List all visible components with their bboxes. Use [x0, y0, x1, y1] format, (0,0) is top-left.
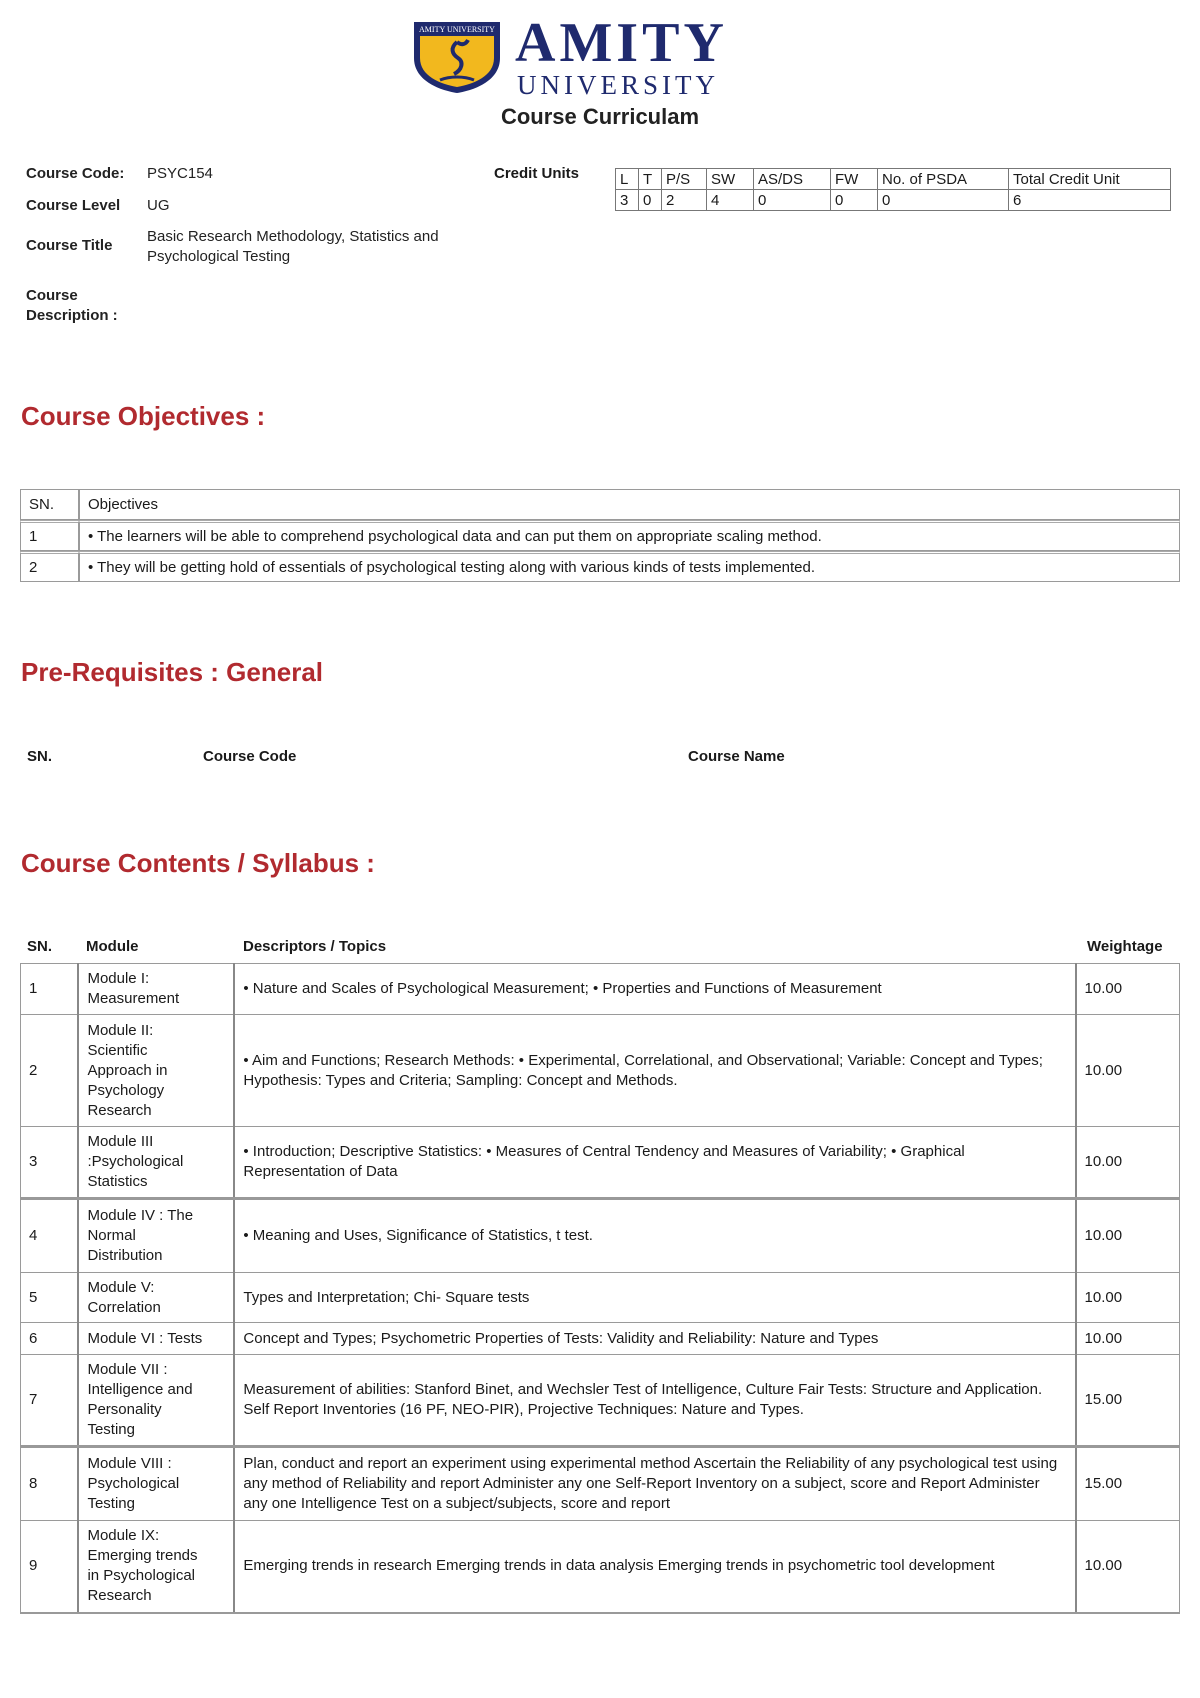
prerequisites-col-code: Course Code — [203, 748, 297, 765]
credit-value-cell: 2 — [662, 190, 707, 211]
course-code-value: PSYC154 — [147, 165, 213, 182]
course-objectives-heading: Course Objectives : — [21, 401, 266, 431]
syllabus-sn: 6 — [21, 1323, 79, 1355]
course-level-value: UG — [147, 197, 170, 214]
table-row — [20, 551, 1180, 582]
course-title-label: Course Title — [26, 237, 113, 254]
objectives-table — [20, 489, 1180, 582]
table-row — [21, 1447, 1180, 1521]
credit-value-cell: 0 — [639, 190, 662, 211]
syllabus-weightage: 10.00 — [1076, 1127, 1180, 1199]
document-title: Course Curriculam — [500, 104, 700, 129]
course-description-label: Course Description : — [26, 287, 118, 324]
syllabus-module: Module III :Psychological Statistics — [78, 1127, 234, 1199]
syllabus-weightage: 10.00 — [1076, 964, 1180, 1015]
shield-text: AMITY UNIVERSITY — [419, 25, 495, 34]
syllabus-weightage: 15.00 — [1076, 1447, 1180, 1521]
syllabus-descriptors: • Meaning and Uses, Significance of Statistics, t test. — [234, 1199, 1075, 1273]
objective-sn: 2 — [20, 551, 79, 582]
prerequisites-col-name: Course Name — [688, 748, 785, 765]
syllabus-sn: 5 — [21, 1273, 79, 1323]
course-level-label: Course Level — [26, 197, 121, 214]
credit-value-cell: 0 — [831, 190, 878, 211]
prerequisites-heading: Pre-Requisites : General — [21, 657, 323, 687]
table-row — [21, 964, 1180, 1015]
credit-header-cell: SW — [707, 169, 754, 190]
syllabus-weightage: 10.00 — [1076, 1199, 1180, 1273]
syllabus-descriptors: Emerging trends in research Emerging trends in data analysis Emerging trends in psychometric tool development — [234, 1521, 1075, 1613]
table-row — [21, 1273, 1180, 1323]
syllabus-col-weightage: Weightage — [1087, 938, 1163, 955]
credit-header-cell: Total Credit Unit — [1009, 169, 1171, 190]
syllabus-descriptors: Plan, conduct and report an experiment using experimental method Ascertain the Reliability of any psychological test using any method of Reliability and report Administer any one Self-Report Inventory on a subject, score and Report Administer any one Intelligence Test on a subject/subjects, score and report — [234, 1447, 1075, 1521]
syllabus-sn: 7 — [21, 1355, 79, 1447]
table-row — [21, 1355, 1180, 1447]
syllabus-col-module: Module — [86, 938, 139, 955]
syllabus-col-descriptors: Descriptors / Topics — [243, 938, 387, 955]
course-title-line: Basic Research Methodology, Statistics and — [147, 228, 439, 245]
syllabus-sn: 2 — [21, 1015, 79, 1127]
syllabus-descriptors: Types and Interpretation; Chi- Square tests — [234, 1273, 1075, 1323]
syllabus-module: Module VIII : Psychological Testing — [78, 1447, 234, 1521]
credit-value-cell: 3 — [616, 190, 639, 211]
syllabus-descriptors: Concept and Types; Psychometric Properties of Tests: Validity and Reliability: Nature and Types — [234, 1323, 1075, 1355]
credit-header-cell: T — [639, 169, 662, 190]
syllabus-weightage: 10.00 — [1076, 1015, 1180, 1127]
table-row — [21, 1015, 1180, 1127]
syllabus-descriptors: • Aim and Functions; Research Methods: • Experimental, Correlational, and Observational; Variable: Concept and Types; Hypothesis: Types and Criteria; Sampling: Concept and Methods. — [234, 1015, 1075, 1127]
credit-value-cell: 4 — [707, 190, 754, 211]
syllabus-sn: 9 — [21, 1521, 79, 1613]
syllabus-descriptors: Measurement of abilities: Stanford Binet, and Wechsler Test of Intelligence, Culture Fair Tests: Structure and Application. Self Report Inventories (16 PF, NEO-PIR), Projective Techniques: Nature and Types. — [234, 1355, 1075, 1447]
syllabus-sn: 8 — [21, 1447, 79, 1521]
credit-header-cell: No. of PSDA — [878, 169, 1009, 190]
credit-value-row — [616, 190, 1171, 211]
prerequisites-col-sn: SN. — [27, 748, 53, 765]
credit-value-cell: 6 — [1009, 190, 1171, 211]
objective-text: • The learners will be able to comprehend psychological data and can put them on appropriate scaling method. — [79, 520, 1180, 551]
objectives-col-objectives: Objectives — [79, 489, 1180, 520]
table-row — [20, 520, 1180, 551]
table-row — [21, 1127, 1180, 1199]
credit-value-cell: 0 — [754, 190, 831, 211]
table-row — [21, 1323, 1180, 1355]
syllabus-module: Module VII : Intelligence and Personality Testing — [78, 1355, 234, 1447]
syllabus-sn: 1 — [21, 964, 79, 1015]
logo-wordmark-amity: AMITY — [515, 12, 728, 74]
syllabus-descriptors: • Introduction; Descriptive Statistics: • Measures of Central Tendency and Measures of Variability; • Graphical Representation of Data — [234, 1127, 1075, 1199]
syllabus-col-sn: SN. — [27, 938, 53, 955]
syllabus-module: Module VI : Tests — [78, 1323, 234, 1355]
syllabus-heading: Course Contents / Syllabus : — [21, 848, 375, 878]
course-title-value — [147, 227, 439, 267]
credit-value-cell: 0 — [878, 190, 1009, 211]
credit-header-cell: P/S — [662, 169, 707, 190]
credit-header-cell: AS/DS — [754, 169, 831, 190]
objective-text: • They will be getting hold of essentials of psychological testing along with various kinds of tests implemented. — [79, 551, 1180, 582]
syllabus-weightage: 10.00 — [1076, 1273, 1180, 1323]
table-row — [21, 1521, 1180, 1613]
syllabus-weightage: 10.00 — [1076, 1521, 1180, 1613]
objective-sn: 1 — [20, 520, 79, 551]
syllabus-module: Module IV : The Normal Distribution — [78, 1199, 234, 1273]
syllabus-weightage: 10.00 — [1076, 1323, 1180, 1355]
objectives-header-row — [20, 489, 1180, 520]
amity-logo — [410, 12, 800, 100]
syllabus-module: Module IX: Emerging trends in Psychological Research — [78, 1521, 234, 1613]
credit-header-row — [616, 169, 1171, 190]
syllabus-table — [20, 963, 1180, 1614]
syllabus-sn: 3 — [21, 1127, 79, 1199]
course-title-line: Psychological Testing — [147, 248, 291, 265]
course-code-label: Course Code: — [26, 165, 125, 182]
credit-header-cell: FW — [831, 169, 878, 190]
syllabus-weightage: 15.00 — [1076, 1355, 1180, 1447]
syllabus-sn: 4 — [21, 1199, 79, 1273]
credit-header-cell: L — [616, 169, 639, 190]
logo-wordmark-university: UNIVERSITY — [517, 70, 719, 100]
shield-crest-icon — [410, 18, 504, 94]
syllabus-module: Module II: Scientific Approach in Psychology Research — [78, 1015, 234, 1127]
credit-units-label: Credit Units — [494, 165, 580, 182]
table-row — [21, 1199, 1180, 1273]
syllabus-module: Module V: Correlation — [78, 1273, 234, 1323]
credit-units-table — [615, 168, 1171, 211]
syllabus-descriptors: • Nature and Scales of Psychological Measurement; • Properties and Functions of Measurement — [234, 964, 1075, 1015]
objectives-col-sn: SN. — [20, 489, 79, 520]
syllabus-module: Module I: Measurement — [78, 964, 234, 1015]
